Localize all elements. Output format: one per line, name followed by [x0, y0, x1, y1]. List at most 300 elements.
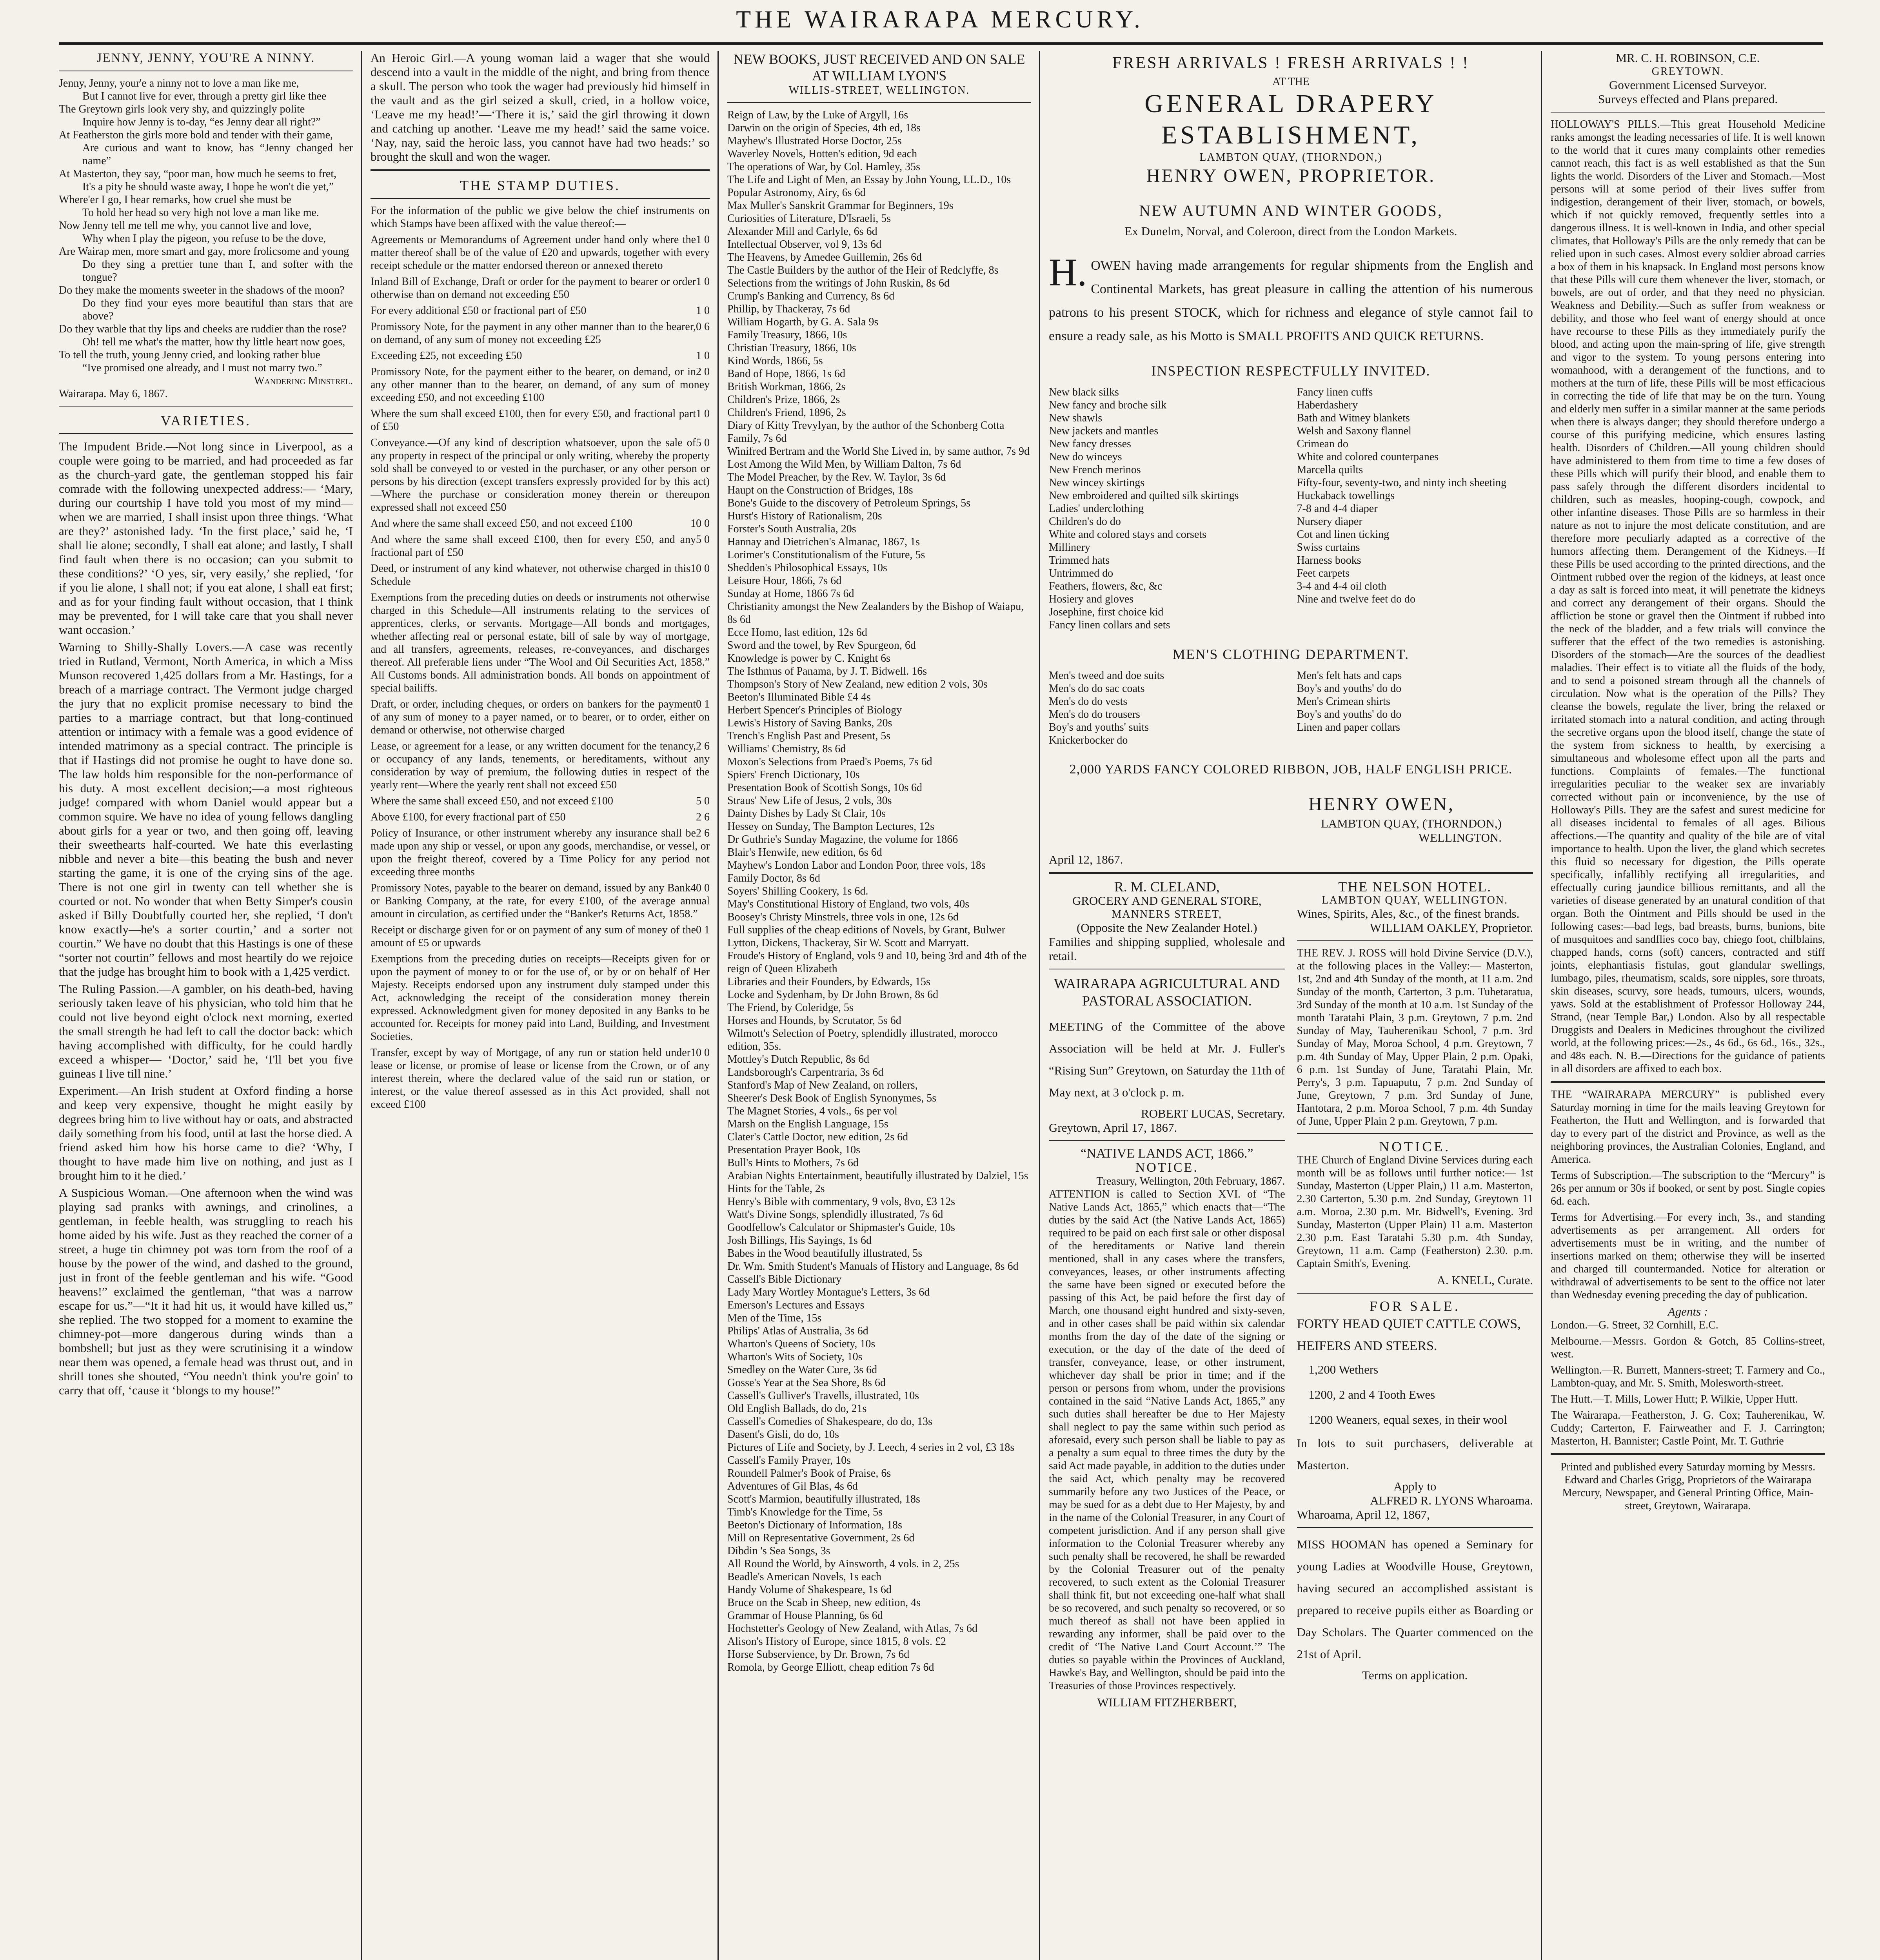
cleland-street: MANNERS STREET,	[1112, 908, 1222, 920]
nelson-title: THE NELSON HOTEL.	[1338, 879, 1492, 895]
stamp-duty-text: Agreements or Memorandums of Agreement under hand only where the matter thereof shall be of the value of £20 and upwards, together with every receipt schedule or the matter endorsed thereon or annexed thereto	[371, 234, 710, 272]
book-item: Josh Billings, His Sayings, 1s 6d	[727, 1234, 872, 1247]
stamp-duty-row	[371, 349, 710, 362]
stamp-duty-text: Exceeding £25, not exceeding £50	[371, 350, 522, 362]
divider	[59, 406, 353, 407]
goods-item: Nine and twelve feet do do	[1297, 593, 1415, 605]
column-divider	[361, 51, 362, 1960]
goods-item: Feathers, flowers, &c, &c	[1049, 580, 1163, 592]
goods-item: Marcella quilts	[1297, 464, 1363, 476]
mens-item: Boy's and youths' do do	[1297, 708, 1402, 720]
mens-item: Men's felt hats and caps	[1297, 670, 1402, 682]
poem-line: Are curious and want to know, has “Jenny changed her name”	[82, 142, 353, 167]
sale-apply: Apply to	[1393, 1479, 1437, 1493]
stamp-duty-row	[371, 795, 710, 808]
goods-item: Trimmed hats	[1049, 554, 1110, 566]
poem-date: Wairarapa. May 6, 1867.	[59, 388, 168, 400]
book-item: Froude's History of England, vols 9 and 10, being 3rd and 4th of the reign of Queen Elizabeth	[727, 950, 1027, 975]
stamp-duty-text: Lease, or agreement for a lease, or any written document for the tenancy, or occupancy of any lands, tenements, or hereditaments, without any consideration by way of premium, the following duties in respect of the yearly rent—Where the yearly rent shall not exceed £50	[371, 740, 710, 791]
goods-item: Haberdashery	[1297, 399, 1358, 411]
stamp-duty-amount: 2 6	[696, 811, 710, 823]
book-item: Old English Ballads, do do, 21s	[727, 1403, 867, 1415]
stamp-duty-amount: 1 0	[696, 276, 710, 288]
varieties-heading: VARIETIES.	[160, 413, 251, 428]
native-lands-signature: WILLIAM FITZHERBERT,	[1097, 1695, 1237, 1709]
agri-signature: ROBERT LUCAS, Secretary.	[1141, 1107, 1285, 1120]
mens-item: Men's do do sac coats	[1049, 682, 1145, 695]
book-item: Crump's Banking and Currency, 8s 6d	[727, 290, 895, 302]
ross-services: THE REV. J. ROSS will hold Divine Service (D.V.), at the following places in the Valley:— Masterton, 1st, 2nd and 4th Sunday of the month, at 11 a.m. 2nd Sunday of the month, Carterton, 3 p.m. Tuhetaratua, 3rd Sunday of the month at 10 a.m. 1st Sunday of the month Taratahi Plain, 3 p.m. Greytown, 7 p.m. 2nd Sunday of May, Tauherenikau School, 7 p.m. 3rd Sunday of May, Moroa School, 4 p.m. Greytown, 7 p.m. 4th Sunday of May, Upper Plain, 2 p.m. Opaki, 6 p.m. 1st Sunday of June, Taratahi Plain, Mr. Perry's, 3 p.m. Tapuaputu, 7 p.m. 2nd Sunday of June, Greytown, 7 p.m. 3rd Sunday of June, Hantotara, 2 p.m. Moroa School, 7 p.m. 4th Sunday of June, Upper Plain 2 p.m. Greytown, 7 p.m.	[1297, 947, 1533, 1127]
stamp-duties-table	[371, 233, 710, 1111]
stamp-duty-amount: 2 6	[696, 740, 710, 752]
stamp-duty-row	[371, 1046, 710, 1111]
book-item: William Hogarth, by G. A. Sala 9s	[727, 316, 879, 328]
stamp-duty-amount: 2 0	[696, 366, 710, 378]
goods-list-right	[1297, 386, 1533, 632]
book-item: Family Doctor, 8s 6d	[727, 872, 820, 884]
stamp-duty-text: Conveyance.—Of any kind of description whatsoever, upon the sale of any property in respect of the principal or only writing, whereby the property sold shall be conveyed to or vested in the purchaser, or any other person or persons by his direction (except transfers expressly provided for by this act)—Where the purchase or consideration money therein or thereupon expressed shall not exceed £50	[371, 437, 710, 514]
book-item: The Model Preacher, by the Rev. W. Taylor, 3s 6d	[727, 471, 946, 483]
book-item: Herbert Spencer's Principles of Biology	[727, 704, 902, 716]
goods-item: Hosiery and gloves	[1049, 593, 1134, 605]
agent-entry: Wellington.—R. Burrett, Manners-street; T. Farmery and Co., Lambton-quay, and Mr. S. Smith, Molesworth-street.	[1551, 1364, 1825, 1389]
stamp-duty-text: Exemptions from the preceding duties on receipts—Receipts given for or upon the payment of money to or for the use of, or by or on behalf of Her Majesty. Receipts endorsed upon any instrument duly stamped under this Act, acknowledging the receipt of the consideration money therein expressed. Acknowledgment given for money deposited in any Banks to be accounted for. Receipts for money paid into Land, Building, and Investment Societies.	[371, 953, 710, 1043]
poem-line: Do they sing a prettier tune than I, and softer with the tongue?	[82, 258, 353, 283]
at-the: AT THE	[1272, 76, 1310, 88]
native-lands-date: Treasury, Wellington, 20th February, 1867.	[1096, 1175, 1285, 1187]
stamp-duty-amount: 10 0	[690, 563, 710, 575]
stamp-duty-amount: 5 0	[696, 534, 710, 546]
poem-line: Now Jenny tell me tell me why, you cannot live and love,	[59, 220, 312, 232]
divider	[1049, 872, 1533, 874]
goods-item: Harness books	[1297, 554, 1361, 566]
stamp-duty-amount: 1 0	[696, 408, 710, 420]
poem-line: It's a pity he should waste away, I hope he won't die yet,”	[82, 181, 334, 193]
mens-item: Boy's and youths' suits	[1049, 721, 1149, 733]
book-item: Romola, by George Elliott, cheap edition 7s 6d	[727, 1661, 934, 1673]
book-item: Pictures of Life and Society, by J. Leech, 4 series in 2 vol, £3 18s	[727, 1441, 1015, 1454]
native-lands-notice: NOTICE.	[1135, 1160, 1199, 1175]
poem-line: Inquire how Jenny is to-day, “es Jenny dear all right?”	[82, 116, 321, 128]
article-impudent-bride: The Impudent Bride.—Not long since in Liverpool, as a couple were going to be married, and had proceeded as far as the church-yard gate, the gentleman stopped his fair comrade with the following unexpected address:— ‘Mary, during our courtship I have told you most of my mind—when we are married, I shall insist upon three things. ‘What are they?’ astonished lady. ‘In the first place,’ said he, ‘I shall lie alone; secondly, I shall eat alone; and lastly, I shall find fault when there is no occasion; can you submit to these conditions?’ ‘O yes, sir, very easily,’ she replied, ‘for if you lie alone, I shall not; if you eat alone, I shall eat first; and as for your finding fault without occasion, that I think may be prevented, for I will take care that you shall never want occasion.’	[59, 439, 353, 637]
mens-item: Men's tweed and doe suits	[1049, 670, 1164, 682]
column-divider	[1541, 51, 1542, 1960]
book-item: Mottley's Dutch Republic, 8s 6d	[727, 1053, 870, 1065]
book-item: Babes in the Wood beautifully illustrated, 5s	[727, 1247, 923, 1259]
divider	[59, 433, 353, 434]
agent-entry: London.—G. Street, 32 Cornhill, E.C.	[1551, 1319, 1718, 1331]
goods-item: Fancy linen collars and sets	[1049, 619, 1170, 631]
book-item: Kind Words, 1866, 5s	[727, 355, 823, 367]
surveyor-city: GREYTOWN.	[1651, 65, 1724, 78]
stamp-duty-row	[371, 562, 710, 588]
book-item: Alison's History of Europe, since 1815, 8 vols. £2	[727, 1635, 946, 1648]
book-item: Mayhew's Illustrated Horse Doctor, 25s	[727, 135, 902, 147]
book-item: Moxon's Selections from Praed's Poems, 7s 6d	[727, 756, 932, 768]
stamp-duty-text: Inland Bill of Exchange, Draft or order for the payment to bearer or order otherwise than on demand not exceeding £50	[371, 276, 696, 301]
column-3	[727, 51, 1031, 1960]
store-owner: HENRY OWEN, PROPRIETOR.	[1146, 165, 1436, 186]
book-item: The Castle Builders by the author of the Heir of Redclyffe, 8s	[727, 264, 999, 276]
mens-item: Men's Crimean shirts	[1297, 695, 1390, 708]
book-item: Wharton's Queens of Society, 10s	[727, 1338, 876, 1350]
goods-item: Bath and Witney blankets	[1297, 412, 1410, 424]
book-item: Cassell's Family Prayer, 10s	[727, 1454, 851, 1466]
sale-item: 1200 Weaners, equal sexes, in their wool	[1308, 1413, 1508, 1426]
book-item: Locke and Sydenham, by Dr John Brown, 8s 6d	[727, 989, 939, 1001]
book-item: Henry's Bible with commentary, 9 vols, 8vo, £3 12s	[727, 1196, 955, 1208]
book-item: The operations of War, by Col. Hamley, 35s	[727, 161, 920, 173]
divider	[1049, 1140, 1285, 1141]
book-item: Christianity amongst the New Zealanders by the Bishop of Waiapu, 8s 6d	[727, 601, 1024, 626]
stamp-duty-row	[371, 275, 710, 301]
stamp-duty-text: Where the same shall exceed £50, and not exceed £100	[371, 795, 613, 807]
book-item: Shedden's Philosophical Essays, 10s	[727, 562, 887, 574]
goods-item: Feet carpets	[1297, 567, 1350, 579]
native-lands-text: ATTENTION is called to Section XVI. of “The Native Lands Act, 1865,” which enacts that—“The duties by the said Act (the Native Lands Act, 1865) required to be paid on each first sale or other disposal of the hereditaments or Native land therein mentioned, shall in any cases where the transfers, conveyances, leases, or other instruments affecting the same have been signed or executed before the passing of this Act, be paid before the first day of March, one thousand eight hundred and sixty-seven, and in other cases shall be paid within six calendar months from the day of the date of the signing or execution, or the day of the date of the deed of transfer, conveyance, lease, or other instrument, whichever day shall be prior in time; and if the person or persons from whom, under the provisions contained in the said “Native Lands Act, 1865,” any such duties shall hereafter be due to Her Majesty shall neglect to pay the same within such period as aforesaid, every such person shall be liable to pay as a penalty a sum equal to three times the duty by the said Act made payable, in addition to the duties under the said Act, which penalty may be recovered summarily before any two Justices of the Peace, or may be sued for as a debt due to Her Majesty, by and in the name of the Colonial Treasurer, in any Court of competent jurisdiction. And if any person shall give information to the Colonial Treasurer whereby any such penalty shall be recovered, he shall be rewarded by the Colonial Treasurer out of the penalty recovered, to such extent as the Colonial Treasurer shall think fit, but not exceeding one-half what shall be so recovered, and such penalty so recovered, or so much thereof as shall not have been applied in rewarding any informer, shall be paid over to the credit of ‘The Native Land Court Account.’” The duties so payable within the Provinces of Auckland, Hawke's Bay, and Wellington, should be paid into the Treasuries of those Provinces respectively.	[1049, 1188, 1285, 1692]
article-shilly-shally: Warning to Shilly-Shally Lovers.—A case was recently tried in Rutland, Vermont, North America, in which a Miss Munson recovered 1,425 dollars from a Mr. Hastings, for a breach of a marriage contract. The Vermont judge charged the jury that no explicit promise necessary to bind the parties to a marriage contract, but that long-continued attention or intimacy with a female was a good evidence of intended matrimony as a special contract. The principle is that if Hastings did not promise he ought to have done so. The law holds him responsible for the non-performance of his duty. A most excellent decision;—a most righteous judge! compared with whom Daniel would appear but a common squire. We have no idea of young fellows dangling about girls for a year or two, and then going off, leaving their sweethearts half-courted. We hate this everlasting nibble and never a bite—this beating the bush and never starting the game, it is one of the crying sins of the age. There is not one girl in twenty can tell whether she is courted or not. No wonder that when Betty Simper's cousin asked if Billy Doubtfully courted her, she replied, ‘I don't know exactly—he's a sorter courtin,’ and a sorter not courtin.” We have no doubt that this Hastings is one of these “sorter not courtin” fellows and most heartily do we rejoice that the judge has brought him to book with a 1,425 verdict.	[59, 640, 353, 978]
agri-date: Greytown, April 17, 1867.	[1049, 1121, 1177, 1134]
stamp-duty-amount: 1 0	[696, 350, 710, 362]
divider	[1551, 112, 1825, 113]
book-item: Max Muller's Sanskrit Grammar for Beginners, 19s	[727, 200, 954, 212]
book-item: Children's Prize, 1866, 2s	[727, 394, 840, 406]
books-heading: NEW BOOKS, JUST RECEIVED AND ON SALE AT WILLIAM LYON'S	[733, 51, 1025, 83]
stamp-duties-heading: THE STAMP DUTIES.	[460, 178, 620, 193]
goods-item: New do winceys	[1049, 451, 1122, 463]
poem-line: Jenny, Jenny, your'e a ninny not to love a man like me,	[59, 77, 299, 89]
book-item: Bull's Hints to Mothers, 7s 6d	[727, 1157, 859, 1169]
holloway-pills-ad: HOLLOWAY'S PILLS.—This great Household Medicine ranks amongst the leading necessaries of life. It is well known to the world that it cures many complaints other remedies cannot reach, this fact is as well established as that the Sun lights the world. Disorders of the Liver and Stomach.—Most persons will at some period of their lives suffer from indigestion, derangement of their liver, stomach, or bowels, which if not quickly removed, frequently settles into a dangerous illness. It is well-known in India, and other special climates, that Holloway's Pills are the only remedy that can be relied upon in such cases. Almost every soldier abroad carries a box of them in his knapsack. In England most persons know that these Pills will cure them whenever the liver, stomach, or bowels, are out of order, and that they need no physician. Weakness and Debility.—Such as suffer from weakness or debility, and those who feel want of energy should at once have recourse to these Pills as they immediately purify the blood, and acting upon the main-spring of life, give strength and vigor to the system. To young persons entering into womanhood, with a derangement of the functions, and to mothers at the turn of life, these Pills will be most efficacious in correcting the tide of life that may be on the turn. Young and elderly men suffer in a similar manner at the same periods when there is always danger; they should therefore undergo a course of this purifying medicine, which ensures lasting health. Disorders of Children.—All young children should have administered to them from time to time a few doses of these Pills which will purify their blood, and enable them to pass safely through the different disorders incidental to children, such as measles, hooping-cough, cowpock, and other infantine diseases. Those Pills are so harmless in their nature as not to injure the most delicate constitution, and are therefore more peculiarly adapted as a corrective of the humors affecting them. Derangement of the Kidneys.—If these Pills be used according to the printed directions, and the Ointment rubbed over the region of the kidneys, at least once a day as salt is forced into meat, it will penetrate the kidneys and correct any derangement of their organs. Should the affliction be stone or gravel then the Ointment if rubbed into the neck of the bladder, and a few trials will convince the sufferer that the effect of the two remedies is astonishing. Disorders of the stomach—Are the sources of the deadliest maladies. Their effect is to vitiate all the fluids of the body, and to send a poisoned stream through all the channels of circulation. Now what is the operation of the Pills? They cleanse the bowels, regulate the liver, bring the relaxed or irritated stomach into a natural condition, and acting through the secretive organs upon the blood itself, change the state of the system from sickness to health, by exercising a simultaneous and wholesome effect upon all the parts and functions. Complaints of females.—The functional irregularities peculiar to the weaker sex are invariably corrected without pain or inconvenience, by the use of Holloway's Pills. They are the safest and surest medicine for all diseases incidental to females of all ages. Bilious affections.—The quantity and quality of the bile are of vital importance to health. Upon the liver, the gland which secretes this fluid so necessary for digestion, the Pills operate specifically, infallibly rectifying all irregularities, and effectually curing jaundice billious remittants, and all the varieties of disease generated by an unatural condition of that organ. Both the Ointment and Pills should be used in the following cases:—bad legs, bad breasts, burns, bunions, bite of musquitoes and sandflies coco bay, chiego foot, chilblains, chapped hands, corns (soft) cancers, contracted and stiff joints, elephantiasis fistulas, gout glandular swellings, lumbago, piles, rheumatism, scalds, sore nipples, sore throats, skin diseases, scurvy, sore heads, tumours, ulcers, wounds, yaws. Sold at the establishment of Professor Holloway 244, Strand, (near Temple Bar,) London. Also by all respectable Druggists and Dealers in Medicines throughout the civilized world, at the following prices:—2s., 4s 6d., 6s 6d., 16s., 32s., and 48s each. N. B.—Directions for the guidance of patients in all disorders are affixed to each box.	[1551, 118, 1825, 1075]
divider	[1297, 940, 1533, 941]
stamp-duty-text: Above £100, for every fractional part of £50	[371, 811, 566, 823]
printer-imprint: Printed and published every Saturday morning by Messrs. Edward and Charles Grigg, Proprietors of the Wairarapa Mercury, Newspaper, and General Printing Office, Main-street, Greytown, Wairarapa.	[1560, 1461, 1816, 1512]
stamp-duty-text: Draft, or order, including cheques, or orders on bankers for the payment of any sum of money to a payer named, or to bearer, or to order, either on demand or otherwise, not otherwise charged	[371, 698, 710, 736]
book-item: Mill on Representative Government, 2s 6d	[727, 1532, 915, 1544]
book-item: Gosse's Year at the Sea Shore, 8s 6d	[727, 1377, 886, 1389]
book-item: Winifred Bertram and the World She Lived in, by same author, 7s 9d	[727, 445, 1030, 457]
books-list	[727, 109, 1031, 1674]
book-item: Band of Hope, 1866, 1s 6d	[727, 368, 845, 380]
book-item: The Life and Light of Men, an Essay by John Young, LL.D., 10s	[727, 174, 1011, 186]
book-item: All Round the World, by Ainsworth, 4 vols. in 2, 25s	[727, 1558, 959, 1570]
book-item: Children's Friend, 1896, 2s	[727, 407, 846, 419]
poem-line: Do they find your eyes more beautiful than stars that are above?	[82, 297, 353, 322]
sale-signature: ALFRED R. LYONS Wharoama.	[1370, 1494, 1533, 1507]
book-item: Hurst's History of Rationalism, 20s	[727, 510, 882, 522]
store-intro: OWEN having made arrangements for regular shipments from the English and Continental Markets, has great pleasure in calling the attention of his numerous patrons to his present STOCK, which for richness and elegance of style cannot fail to ensure a ready sale, as his Motto is SMALL PROFITS AND QUICK RETURNS.	[1049, 258, 1533, 343]
stamp-duty-row	[371, 320, 710, 346]
poem-line: To hold her head so very high not love a man like me.	[82, 207, 319, 219]
goods-item: Fifty-four, seventy-two, and ninty inch sheeting	[1297, 477, 1507, 489]
book-item: Knowledge is power by C. Knight 6s	[727, 652, 891, 664]
goods-item: White and colored counterpanes	[1297, 451, 1439, 463]
mens-item: Boy's and youths' do do	[1297, 682, 1402, 695]
mens-item: Men's do do trousers	[1049, 708, 1140, 720]
article-suspicious-woman: A Suspicious Woman.—One afternoon when the wind was playing sad pranks with awnings, and crinolines, a gentleman, in feeble health, was struggling to reach his home aided by his wife. Just as they reached the corner of a street, a huge tin chimney pot was torn from the roof of a house by the power of the wind, and dashed to the ground, just in front of the feeble gentleman and his wife. “Good heavens!” exclaimed the gentleman, “that was a narrow escape for us.”—“It it had hit us, it would have killed us,” she replied. The two stopped for a moment to examine the chimney-pot—more dangerous during winds than a bombshell; but just as they were scrutinising it a window near them was opened, a female head was thrust out, and in shrill tones she shouted, “You needn't think you're goin' to carry that off, ‘cause it ‘blongs to my house!”	[59, 1186, 353, 1397]
sale-items	[1297, 1357, 1533, 1432]
book-item: Marsh on the English Language, 15s	[727, 1118, 888, 1130]
stamp-duty-amount: 10 0	[690, 1047, 710, 1059]
book-item: Lady Mary Wortley Montague's Letters, 3s 6d	[727, 1286, 930, 1298]
sale-item: 1,200 Wethers	[1308, 1363, 1379, 1376]
book-item: The Magnet Stories, 4 vols., 6s per vol	[727, 1105, 897, 1117]
book-item: Diary of Kitty Trevylyan, by the author of the Schonberg Cotta Family, 7s 6d	[727, 419, 1004, 445]
book-item: Wharton's Wits of Society, 10s	[727, 1351, 863, 1363]
stamp-duty-amount: 10 0	[690, 517, 710, 530]
goods-item: Cot and linen ticking	[1297, 528, 1390, 541]
sale-item: 1200, 2 and 4 Tooth Ewes	[1308, 1388, 1435, 1401]
mens-list-left	[1049, 669, 1285, 747]
book-item: Bruce on the Scab in Sheep, new edition, 4s	[727, 1597, 921, 1609]
divider	[1297, 1527, 1533, 1528]
poem-signature: Wandering Minstrel.	[254, 375, 353, 387]
poem-line: Are Wairap men, more smart and gay, more frolicsome and young	[59, 245, 349, 258]
book-item: Roundell Palmer's Book of Praise, 6s	[727, 1467, 891, 1479]
book-item: Sunday at Home, 1866 7s 6d	[727, 588, 854, 600]
signature-name: HENRY OWEN,	[1308, 794, 1455, 815]
book-item: Handy Volume of Shakespeare, 1s 6d	[727, 1584, 892, 1596]
stamp-duty-row	[371, 924, 710, 949]
book-item: Reign of Law, by the Luke of Argyll, 16s	[727, 109, 908, 121]
fresh-arrivals-heading: FRESH ARRIVALS ! FRESH ARRIVALS ! !	[1112, 54, 1469, 72]
surveyor-text: Surveys effected and Plans prepared.	[1598, 92, 1778, 106]
book-item: Emerson's Lectures and Essays	[727, 1299, 865, 1311]
poem-line: Where'er I go, I hear remarks, how cruel she must be	[59, 194, 291, 206]
mens-item: Men's do do vests	[1049, 695, 1128, 708]
poem-line: “Ive promised one already, and I must not marry two.”	[82, 362, 322, 374]
stamp-duty-row	[371, 233, 710, 272]
stamp-duty-text: And where the same shall exceed £100, then for every £50, and any fractional part of £50	[371, 534, 696, 559]
mens-list-right	[1297, 669, 1533, 747]
book-item: Hints for the Table, 2s	[727, 1183, 825, 1195]
book-item: Dr. Wm. Smith Student's Manuals of History and Language, 8s 6d	[727, 1260, 1019, 1272]
mens-item: Linen and paper collars	[1297, 721, 1400, 733]
cleland-line: GROCERY AND GENERAL STORE,	[1072, 894, 1262, 907]
stamp-duty-row	[371, 304, 710, 317]
stamp-duty-row	[371, 517, 710, 530]
poem	[59, 77, 353, 374]
book-item: Lewis's History of Saving Banks, 20s	[727, 717, 892, 729]
stamp-duty-row	[371, 827, 710, 878]
surveyor-name: MR. C. H. ROBINSON, C.E.	[1616, 51, 1760, 65]
goods-item: Josephine, first choice kid	[1049, 606, 1164, 618]
stamp-duty-amount: 0 1	[696, 698, 710, 710]
column-1	[59, 51, 353, 1960]
goods-item: Swiss curtains	[1297, 541, 1360, 554]
goods-item: New fancy and broche silk	[1049, 399, 1167, 411]
book-item: The Heavens, by Amedee Guillemin, 26s 6d	[727, 251, 922, 263]
book-item: Straus' New Life of Jesus, 2 vols, 30s	[727, 795, 892, 807]
book-item: Phillip, by Thackeray, 7s 6d	[727, 303, 850, 315]
goods-item: Millinery	[1049, 541, 1090, 554]
agents-title: Agents :	[1667, 1305, 1708, 1318]
subscription-terms: Terms of Subscription.—The subscription to the “Mercury” is 26s per annum or 30s if booked, or sent by post. Single copies 6d. each.	[1551, 1169, 1825, 1207]
stamp-duty-row	[371, 365, 710, 404]
book-item: Darwin on the origin of Species, 4th ed, 18s	[727, 122, 921, 134]
book-item: Williams' Chemistry, 8s 6d	[727, 743, 846, 755]
drop-cap: H.	[1049, 250, 1087, 294]
goods-item: New embroidered and quilted silk skirtings	[1049, 490, 1239, 502]
goods-item: New French merinos	[1049, 464, 1141, 476]
book-item: Alexander Mill and Carlyle, 6s 6d	[727, 225, 877, 238]
book-item: Clater's Cattle Doctor, new edition, 2s 6d	[727, 1131, 908, 1143]
book-item: Spiers' French Dictionary, 10s	[727, 769, 860, 781]
book-item: Horses and Hounds, by Scrutator, 5s 6d	[727, 1014, 901, 1027]
newspaper-title: THE WAIRARAPA MERCURY.	[736, 6, 1144, 33]
stamp-duty-amount: 2 6	[696, 827, 710, 839]
goods-item: Welsh and Saxony flannel	[1297, 425, 1411, 437]
divider	[1297, 1293, 1533, 1294]
book-item: Presentation Book of Scottish Songs, 10s 6d	[727, 782, 923, 794]
agent-entry: The Hutt.—T. Mills, Lower Hutt; P. Wilkie, Upper Hutt.	[1551, 1393, 1798, 1405]
book-item: The Friend, by Coleridge, 5s	[727, 1002, 854, 1014]
stamp-duty-text: Promissory Note, for the payment either to the bearer, on demand, or in any other manner than to the bearer, on demand, of any sum of money exceeding £50, and not exceeding £100	[371, 366, 710, 404]
stamp-duty-row	[371, 436, 710, 514]
native-lands-title: “NATIVE LANDS ACT, 1866.”	[1081, 1146, 1253, 1161]
poem-line: But I cannot live for ever, through a pretty girl like thee	[82, 90, 327, 102]
goods-list-left	[1049, 386, 1285, 632]
goods-source: Ex Dunelm, Norval, and Coleroon, direct from the London Markets.	[1124, 224, 1457, 238]
book-item: Timb's Knowledge for the Time, 5s	[727, 1506, 883, 1518]
nelson-signature: WILLIAM OAKLEY, Proprietor.	[1370, 921, 1533, 935]
mens-heading: MEN'S CLOTHING DEPARTMENT.	[1172, 646, 1410, 662]
book-item: Hochstetter's Geology of New Zealand, with Atlas, 7s 6d	[727, 1622, 978, 1635]
book-item: Arabian Nights Entertainment, beautifully illustrated by Dalziel, 15s	[727, 1170, 1028, 1182]
stamp-duty-row	[371, 953, 710, 1043]
goods-item: New wincey skirtings	[1049, 477, 1145, 489]
book-item: Dasent's Gisli, do do, 10s	[727, 1428, 839, 1441]
stamp-duty-amount: 5 0	[696, 437, 710, 449]
cleland-name: R. M. CLELAND,	[1114, 879, 1220, 895]
article-experiment: Experiment.—An Irish student at Oxford finding a horse and keep very expensive, thought he might easily by degrees bring him to live without hay or oats, and abstracted daily something from his food, until at last the horse died. A friend asked him how his horse came to die? ‘Why, I thought to have made him live on nothing, and just as I brought him to it he died.’	[59, 1084, 353, 1182]
goods-item: New fancy dresses	[1049, 438, 1131, 450]
book-item: Landsborough's Carpentraria, 3s 6d	[727, 1066, 884, 1078]
church-notice-signature: A. KNELL, Curate.	[1437, 1273, 1533, 1287]
poem-title: JENNY, JENNY, YOU'RE A NINNY.	[96, 51, 315, 65]
book-item: Forster's South Australia, 20s	[727, 523, 856, 535]
stamp-duty-amount: 5 0	[696, 795, 710, 807]
poem-line: The Greytown girls look very shy, and quizzingly polite	[59, 103, 305, 115]
book-item: May's Constitutional History of England, two vols, 40s	[727, 898, 970, 910]
goods-item: 3-4 and 4-4 oil cloth	[1297, 580, 1387, 592]
store-ad-date: April 12, 1867.	[1049, 853, 1123, 866]
book-item: Cassell's Comedies of Shakespeare, do do, 13s	[727, 1416, 932, 1428]
book-item: Watt's Divine Songs, splendidly illustrated, 7s 6d	[727, 1209, 943, 1221]
hooman-text: MISS HOOMAN has opened a Seminary for young Ladies at Woodville House, Greytown, having secured an accomplished assistant is prepared to receive pupils either as Boarding or Day Scholars. The Quarter commenced on the 21st of April.	[1297, 1537, 1533, 1661]
book-item: Dibdin 's Sea Songs, 3s	[727, 1545, 830, 1557]
goods-item: White and colored stays and corsets	[1049, 528, 1206, 541]
signature-address: LAMBTON QUAY, (THORNDON,)	[1321, 817, 1502, 830]
book-item: Soyers' Shilling Cookery, 1s 6d.	[727, 885, 868, 897]
divider	[371, 198, 710, 199]
mercury-info: THE “WAIRARAPA MERCURY” is published every Saturday morning in time for the mails leaving Greytown for Featherton, the Hutt and Wellington, and is forwarded that day to every part of the district and Province, as well as the neighboring provinces, the Australian Colonies, England, and America.	[1551, 1089, 1825, 1165]
sale-title: FOR SALE.	[1369, 1298, 1460, 1314]
divider	[1551, 1453, 1825, 1455]
book-item: Grammar of House Planning, 6s 6d	[727, 1610, 883, 1622]
masthead-rule	[59, 42, 1823, 45]
book-item: Wilmott's Selection of Poetry, splendidly illustrated, morocco edition, 35s.	[727, 1027, 998, 1053]
book-item: Dainty Dishes by Lady St Clair, 10s	[727, 808, 886, 820]
book-item: Cassell's Bible Dictionary	[727, 1273, 842, 1285]
book-item: British Workman, 1866, 2s	[727, 381, 846, 393]
stamp-duty-text: Exemptions from the preceding duties on deeds or instruments not otherwise charged in this Schedule—All instruments relating to the services of apprentices, clerks, or servants. Mortgage—All bonds and mortgages, whether affecting real or personal estate, bill of sale by way of mortgage, and all transfers, agreements, releases, re-conveyances, and discharges thereof. All preferable liens under “The Wool and Oil Securities Act, 1858.” All Customs bonds. All administration bonds. All bonds on appointment of special bailiffs.	[371, 592, 710, 694]
signature-city: WELLINGTON.	[1418, 831, 1502, 844]
article-heroic-girl: An Heroic Girl.—A young woman laid a wager that she would descend into a vault in the middle of the night, and bring from thence a skull. The person who took the wager had previously hid himself in the vault and as the girl seized a skull, cried, in a hollow voice, ‘Leave me my head!’—‘There it is,’ said the girl throwing it down and catching up another. ‘Leave me my head!’ said the same voice. ‘Nay, nay, said the heroic lass, you cannot have had two heads:’ so brought the skull and won the wager.	[371, 51, 710, 163]
sale-lots: In lots to suit purchasers, deliverable at Masterton.	[1297, 1436, 1533, 1472]
book-item: Sheerer's Desk Book of English Synonymes, 5s	[727, 1092, 937, 1104]
agent-entry: Melbourne.—Messrs. Gordon & Gotch, 85 Collins-street, west.	[1551, 1335, 1825, 1360]
article-ruling-passion: The Ruling Passion.—A gambler, on his death-bed, having seriously taken leave of his physician, who told him that he could not live beyond eight o'clock next morning, exerted the small strength he had left to call the doctor back: which having accomplished with difficulty, for he could hardly exceed a whisper— ‘Doctor,’ said he, ‘I'll bet you five guineas I live till nine.’	[59, 982, 353, 1080]
stamp-duty-text: Promissory Note, for the payment in any other manner than to the bearer, on demand, of any sum of money not exceeding £25	[371, 321, 696, 346]
book-item: Beadle's American Novels, 1s each	[727, 1571, 882, 1583]
poem-line: At Featherston the girls more bold and tender with their game,	[59, 129, 333, 141]
stamp-duty-amount: 1 0	[696, 305, 710, 317]
book-item: Philips' Atlas of Australia, 3s 6d	[727, 1325, 868, 1337]
book-item: Cassell's Gulliver's Travells, illustrated, 10s	[727, 1390, 919, 1402]
masthead	[0, 0, 1880, 47]
book-item: Selections from the writings of John Ruskin, 8s 6d	[727, 277, 950, 289]
books-address: WILLIS-STREET, WELLINGTON.	[788, 84, 970, 96]
stamp-duty-text: Deed, or instrument of any kind whatever, not otherwise charged in this Schedule	[371, 563, 690, 588]
store-name: GENERAL DRAPERY ESTABLISHMENT,	[1144, 89, 1437, 149]
book-item: Curiosities of Literature, D'Israeli, 5s	[727, 212, 891, 225]
book-item: Christian Treasury, 1866, 10s	[727, 342, 856, 354]
goods-item: Fancy linen cuffs	[1297, 386, 1373, 398]
column-2	[371, 51, 710, 1960]
ribbon-notice: 2,000 YARDS FANCY COLORED RIBBON, JOB, HALF ENGLISH PRICE.	[1069, 762, 1513, 777]
stamp-duty-row	[371, 698, 710, 737]
book-item: Lost Among the Wild Men, by William Dalton, 7s 6d	[727, 458, 961, 470]
book-item: Popular Astronomy, Airy, 6s 6d	[727, 187, 866, 199]
book-item: Presentation Prayer Book, 10s	[727, 1144, 861, 1156]
hooman-terms: Terms on application.	[1362, 1668, 1468, 1682]
poem-line: Do they warble that thy lips and cheeks are ruddier than the rose?	[59, 323, 347, 335]
sale-text: FORTY HEAD QUIET CATTLE COWS, HEIFERS AND STEERS.	[1297, 1317, 1521, 1353]
goods-heading: NEW AUTUMN AND WINTER GOODS,	[1139, 202, 1443, 220]
divider	[1297, 1133, 1533, 1134]
stamp-duty-row	[371, 811, 710, 824]
goods-item: New jackets and mantles	[1049, 425, 1159, 437]
mens-item: Knickerbocker do	[1049, 734, 1128, 746]
book-item: Goodfellow's Calculator or Shipmaster's Guide, 10s	[727, 1221, 955, 1234]
book-item: Mayhew's London Labor and London Poor, three vols, 18s	[727, 859, 986, 871]
book-item: Full supplies of the cheap editions of Novels, by Grant, Bulwer Lytton, Dickens, Thackeray, Sir W. Scott and Marryatt.	[727, 924, 1006, 949]
stamp-duty-row	[371, 407, 710, 433]
book-item: Ecce Homo, last edition, 12s 6d	[727, 626, 867, 639]
book-item: Beeton's Illuminated Bible £4 4s	[727, 691, 871, 703]
poem-line: At Masterton, they say, “poor man, how much he seems to fret,	[59, 168, 337, 180]
goods-item: Huckaback towellings	[1297, 490, 1395, 502]
book-item: Hessey on Sunday, The Bampton Lectures, 12s	[727, 820, 935, 833]
stamp-duty-text: Transfer, except by way of Mortgage, of any run or station held under lease or license, or promise of lease or license from the Crown, or of any interest therein, where the declared value of the said run or station, or interest, or the value thereof assessed as in this Act provided, shall not exceed £100	[371, 1047, 710, 1111]
surveyor-title: Government Licensed Surveyor.	[1609, 78, 1767, 92]
stamp-duty-amount: 0 6	[696, 321, 710, 333]
column-5	[1551, 51, 1825, 1960]
book-item: Smedley on the Water Cure, 3s 6d	[727, 1364, 877, 1376]
divider	[727, 102, 1031, 103]
book-item: Thompson's Story of New Zealand, new edition 2 vols, 30s	[727, 678, 988, 690]
divider	[1551, 1081, 1825, 1083]
sale-date: Wharoama, April 12, 1867,	[1297, 1508, 1430, 1521]
book-item: Scott's Marmion, beautifully illustrated, 18s	[727, 1493, 920, 1505]
book-item: Horse Subservience, by Dr. Brown, 7s 6d	[727, 1648, 910, 1661]
stamp-duty-row	[371, 533, 710, 559]
book-item: Boosey's Christy Minstrels, three vols in one, 12s 6d	[727, 911, 959, 923]
stamp-duty-text: Promissory Notes, payable to the bearer on demand, issued by any Bank or Banking Company, at the rate, for every £100, of the average annual amount in circulation, as certified under the “Banker's Returns Act, 1858.”	[371, 882, 710, 920]
book-item: Intellectual Observer, vol 9, 13s 6d	[727, 238, 882, 250]
book-item: Family Treasury, 1866, 10s	[727, 329, 847, 341]
